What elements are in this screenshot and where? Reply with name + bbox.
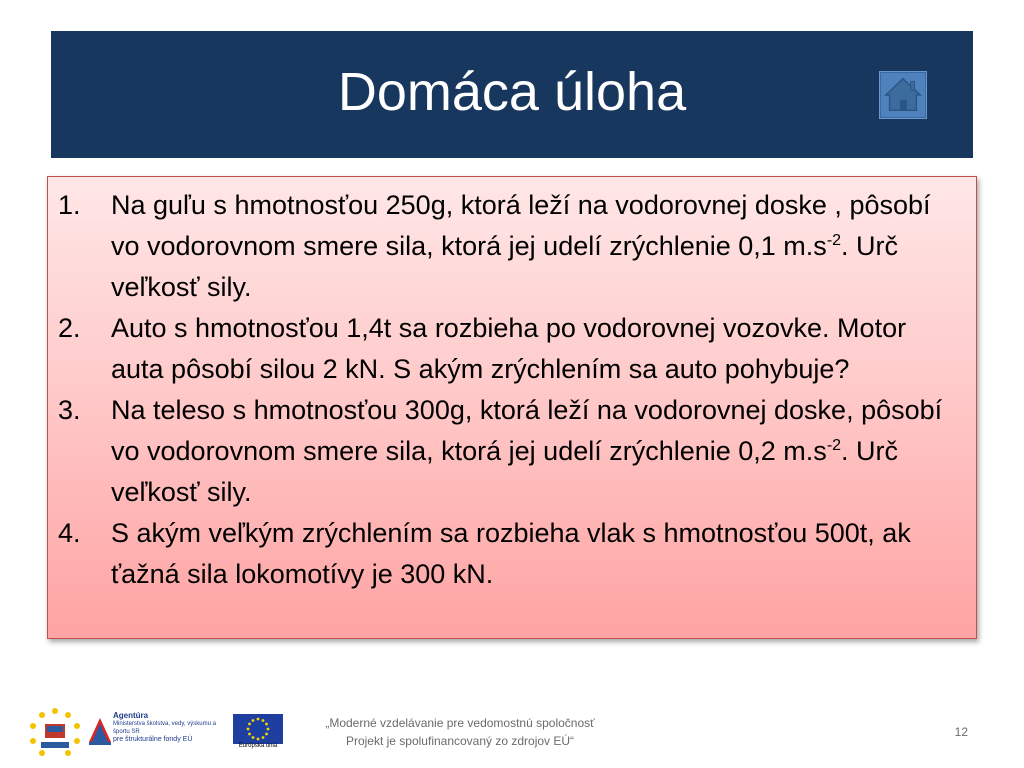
item-number: 3. <box>58 395 81 425</box>
list-item <box>58 185 962 308</box>
item-text-end: . Urč veľkosť sily. <box>111 231 899 302</box>
agency-book-icon <box>87 712 113 748</box>
item-number: 2. <box>58 313 81 343</box>
item-text-end: . Urč veľkosť sily. <box>111 436 899 507</box>
task-list <box>58 185 962 595</box>
home-button[interactable] <box>879 71 927 119</box>
list-item <box>58 390 962 513</box>
slide-title: Domáca úloha <box>337 62 687 122</box>
home-icon <box>880 72 926 118</box>
exponent: -2 <box>826 232 842 249</box>
homework-box <box>47 176 977 639</box>
item-number: 4. <box>58 518 81 548</box>
item-text: S akým veľkým zrýchlením sa rozbieha vlak s hmotnosťou 500t, ak ťažná sila lokomotívy je 300 kN. <box>111 518 911 589</box>
eu-flag-icon <box>233 714 283 744</box>
footer-line-2: Projekt je spolufinancovaný zo zdrojov EÚ“ <box>345 734 575 748</box>
agency-line-1: Agentúra <box>113 711 149 720</box>
item-text: Auto s hmotnosťou 1,4t sa rozbieha po vodorovnej vozovke. Motor auta pôsobí silou 2 kN. S akým zrýchlením sa auto pohybuje? <box>111 313 907 384</box>
item-text: Na guľu s hmotnosťou 250g, ktorá leží na vodorovnej doske , pôsobí vo vodorovnom smere sila, ktorá jej udelí zrýchlenie 0,1 m.s <box>111 190 931 261</box>
page-number: 12 <box>954 725 968 739</box>
title-bar <box>51 31 973 158</box>
footer-text <box>300 714 620 750</box>
exponent: -2 <box>826 437 842 454</box>
item-text: Na teleso s hmotnosťou 300g, ktorá leží na vodorovnej doske, pôsobí vo vodorovnom smere sila, ktorá jej udelí zrýchlenie 0,2 m.s <box>111 395 943 466</box>
eu-label: Európska únia <box>238 743 278 749</box>
program-logo-icon <box>27 706 83 762</box>
list-item <box>58 513 962 595</box>
agency-line-3: pre štrukturálne fondy EÚ <box>113 736 193 743</box>
footer-line-1: „Moderné vzdelávanie pre vedomostnú spoločnosť <box>325 716 595 730</box>
item-number: 1. <box>58 190 81 220</box>
footer-logos <box>27 706 287 762</box>
list-item <box>58 308 962 390</box>
agency-line-2: Ministerstva školstva, vedy, výskumu a športu SR <box>113 721 216 735</box>
agency-logo <box>87 712 227 748</box>
